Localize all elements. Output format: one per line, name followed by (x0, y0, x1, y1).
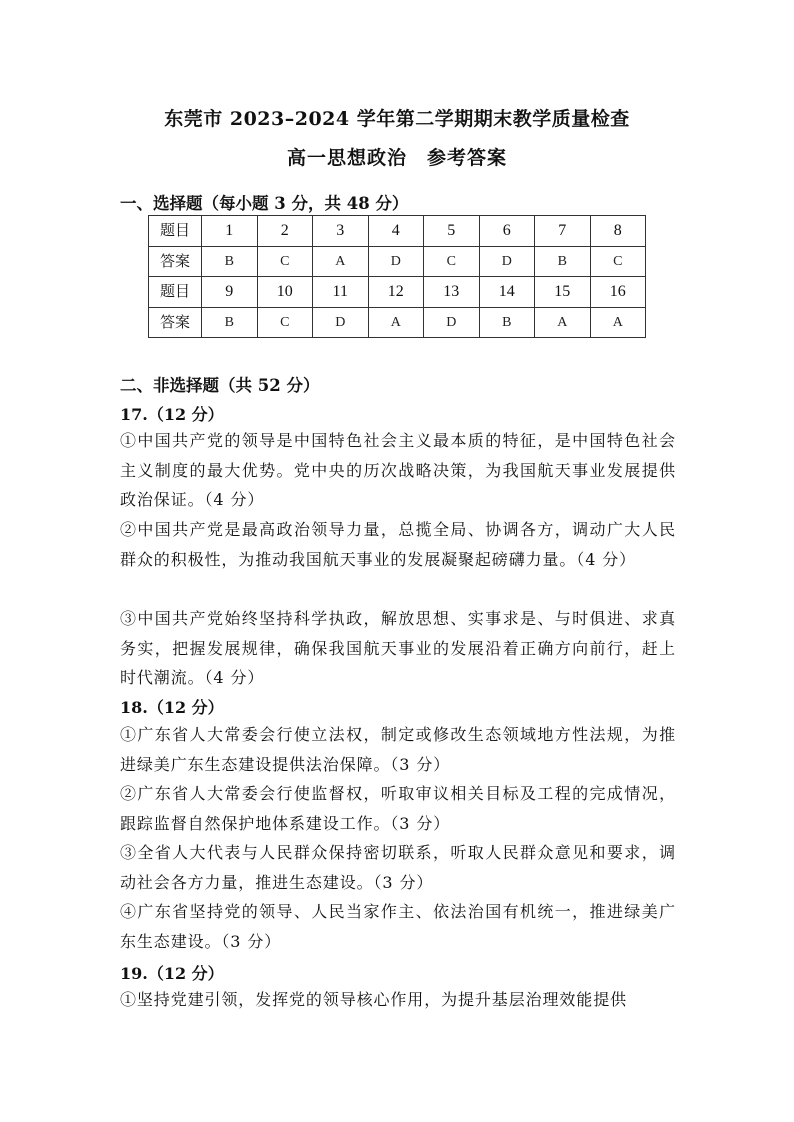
answer-cell: C (590, 246, 646, 277)
answer-cell: D (313, 307, 369, 338)
row-label: 题目 (149, 216, 202, 247)
question-18-heading: 18.（12 分） (120, 698, 224, 717)
question-number-cell: 16 (590, 277, 646, 308)
answer-cell: C (257, 246, 313, 277)
question-number-cell: 4 (368, 216, 424, 247)
document-title: 东莞市 2023–2024 学年第二学期期末教学质量检查 (164, 108, 630, 130)
q19-answer-1: ①坚持党建引领，发挥党的领导核心作用，为提升基层治理效能提供 (120, 990, 628, 1009)
section-2-heading: 二、非选择题（共 52 分） (120, 376, 320, 395)
answer-table-row (149, 216, 646, 247)
answer-cell: B (535, 246, 591, 277)
row-label: 答案 (149, 246, 202, 277)
answer-table-row (149, 246, 646, 277)
document-subtitle: 高一思想政治 参考答案 (286, 147, 507, 169)
q18-answer-4: ④广东省坚持党的领导、人民当家作主、依法治国有机统一，推进绿美广东生态建设。（3 分） (120, 902, 676, 951)
answer-table (148, 215, 646, 338)
q18-answer-3: ③全省人大代表与人民群众保持密切联系，听取人民群众意见和要求，调动社会各方力量，推进生态建设。（3 分） (120, 843, 676, 892)
answer-cell: D (479, 246, 535, 277)
question-number-cell: 7 (535, 216, 591, 247)
question-number-cell: 13 (424, 277, 480, 308)
question-number-cell: 15 (535, 277, 591, 308)
question-number-cell: 9 (202, 277, 258, 308)
question-number-cell: 1 (202, 216, 258, 247)
q17-answer-2: ②中国共产党是最高政治领导力量，总揽全局、协调各方，调动广大人民群众的积极性，为推动我国航天事业的发展凝聚起磅礴力量。（4 分） (120, 520, 676, 569)
answer-cell: D (424, 307, 480, 338)
answer-cell: C (424, 246, 480, 277)
question-number-cell: 10 (257, 277, 313, 308)
answer-cell: C (257, 307, 313, 338)
answer-cell: A (535, 307, 591, 338)
answer-cell: B (479, 307, 535, 338)
section-1-heading: 一、选择题（每小题 3 分，共 48 分） (120, 194, 409, 213)
question-number-cell: 8 (590, 216, 646, 247)
answer-table-row (149, 307, 646, 338)
q18-answer-2: ②广东省人大常委会行使监督权，听取审议相关目标及工程的完成情况，跟踪监督自然保护地体系建设工作。（3 分） (120, 784, 676, 833)
question-number-cell: 11 (313, 277, 369, 308)
answer-cell: B (202, 307, 258, 338)
question-number-cell: 2 (257, 216, 313, 247)
row-label: 答案 (149, 307, 202, 338)
question-number-cell: 3 (313, 216, 369, 247)
q18-answer-1: ①广东省人大常委会行使立法权，制定或修改生态领域地方性法规，为推进绿美广东生态建设提供法治保障。（3 分） (120, 725, 676, 774)
question-17-heading: 17.（12 分） (120, 405, 224, 424)
answer-table-row (149, 277, 646, 308)
question-19-heading: 19.（12 分） (120, 964, 224, 983)
answer-cell: A (590, 307, 646, 338)
answer-cell: D (368, 246, 424, 277)
question-number-cell: 12 (368, 277, 424, 308)
q17-answer-1: ①中国共产党的领导是中国特色社会主义最本质的特征，是中国特色社会主义制度的最大优势。党中央的历次战略决策，为我国航天事业发展提供政治保证。（4 分） (120, 431, 676, 510)
answer-cell: A (313, 246, 369, 277)
answer-cell: A (368, 307, 424, 338)
row-label: 题目 (149, 277, 202, 308)
q17-answer-3: ③中国共产党始终坚持科学执政，解放思想、实事求是、与时俱进、求真务实，把握发展规律，确保我国航天事业的发展沿着正确方向前行，赶上时代潮流。（4 分） (120, 609, 676, 688)
question-number-cell: 6 (479, 216, 535, 247)
question-number-cell: 5 (424, 216, 480, 247)
question-number-cell: 14 (479, 277, 535, 308)
answer-cell: B (202, 246, 258, 277)
